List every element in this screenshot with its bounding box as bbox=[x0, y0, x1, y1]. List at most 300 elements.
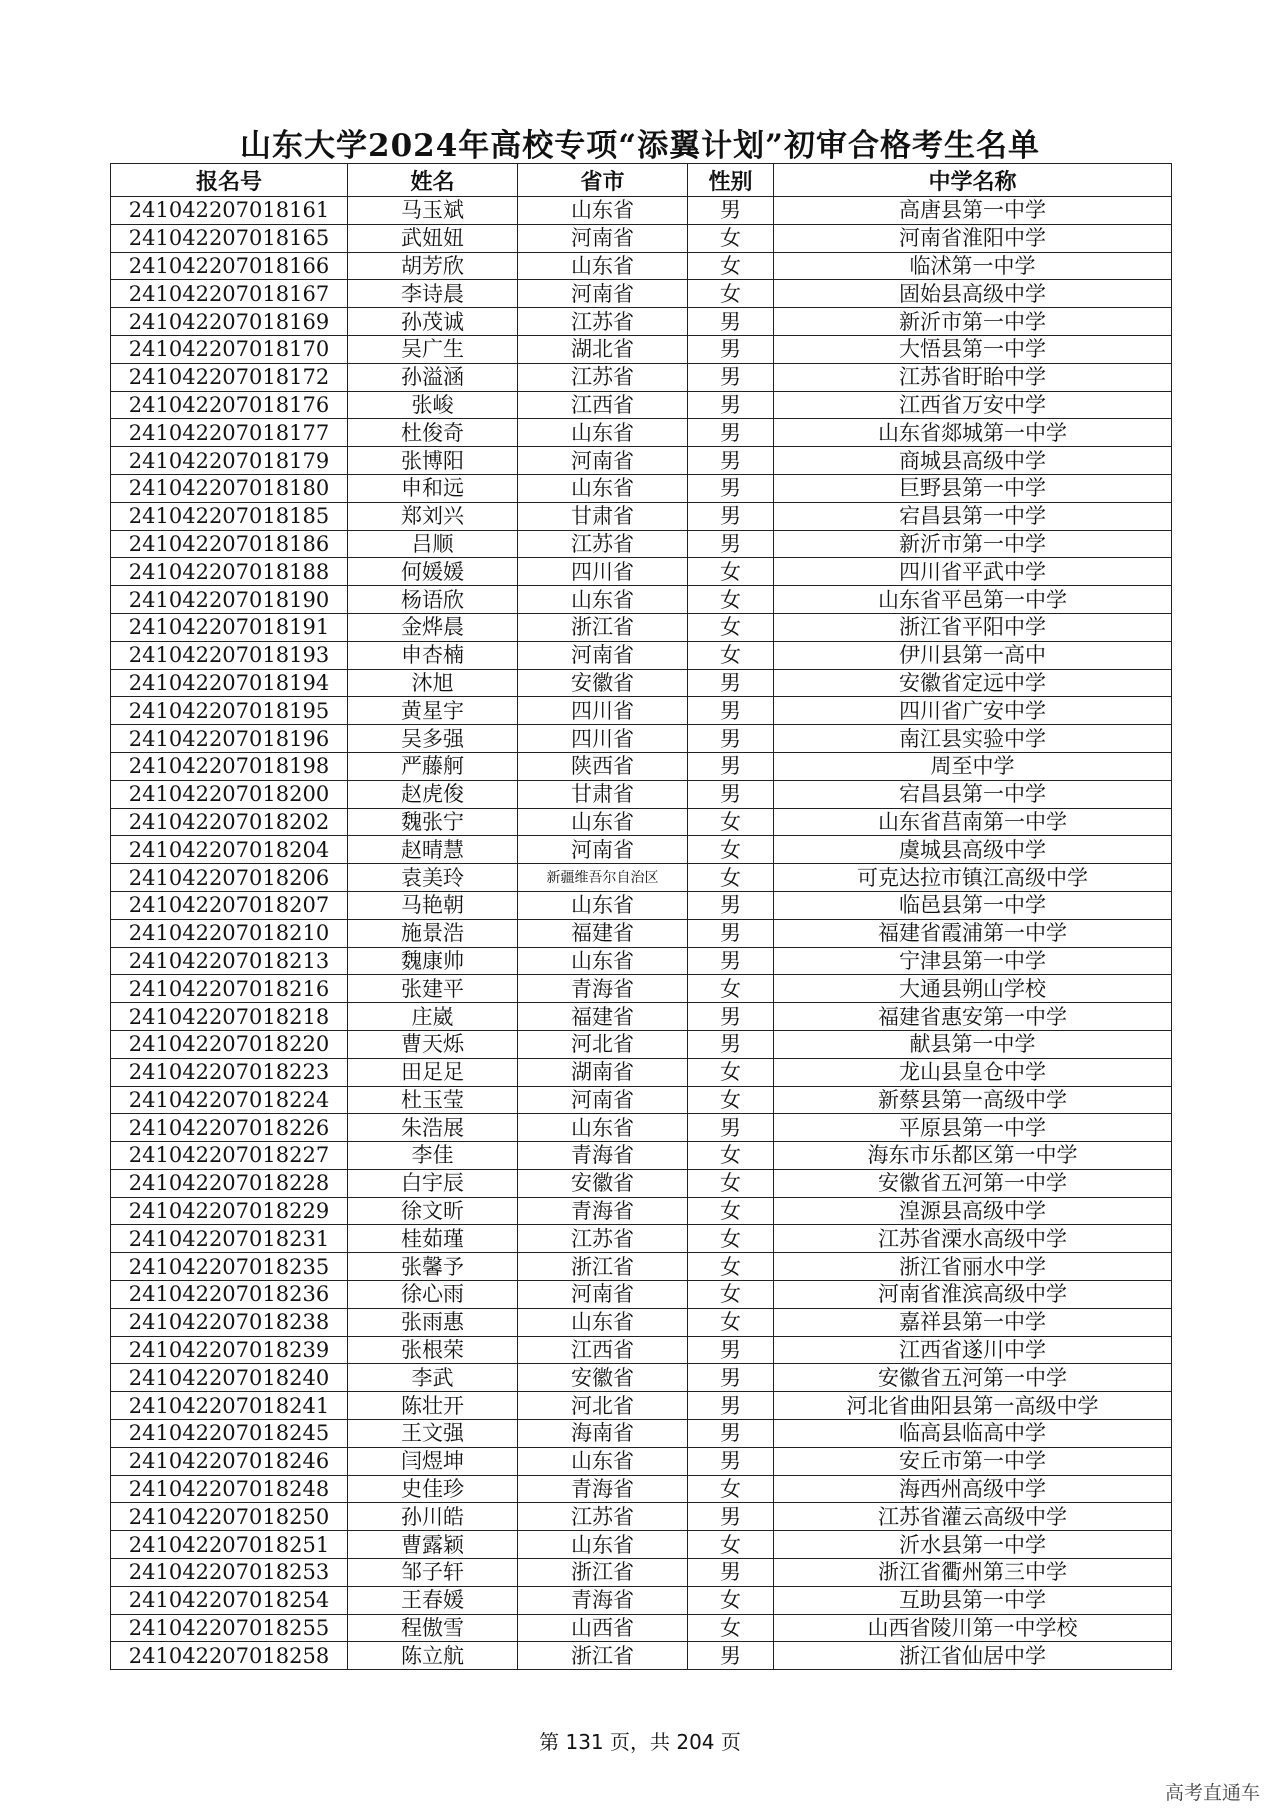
school-cell: 可克达拉市镇江高级中学 bbox=[774, 864, 1172, 892]
table-row bbox=[111, 891, 1172, 919]
registration-number-cell: 241042207018180 bbox=[111, 474, 348, 502]
gender-cell: 女 bbox=[688, 252, 774, 280]
name-cell: 马艳朝 bbox=[348, 891, 518, 919]
province-cell: 安徽省 bbox=[518, 1364, 688, 1392]
name-cell: 黄星宇 bbox=[348, 697, 518, 725]
province-cell: 江苏省 bbox=[518, 308, 688, 336]
province-cell: 四川省 bbox=[518, 558, 688, 586]
gender-cell: 女 bbox=[688, 586, 774, 614]
name-cell: 马玉斌 bbox=[348, 197, 518, 225]
registration-number-cell: 241042207018224 bbox=[111, 1086, 348, 1114]
school-cell: 山东省莒南第一中学 bbox=[774, 808, 1172, 836]
province-cell: 甘肃省 bbox=[518, 502, 688, 530]
gender-cell: 女 bbox=[688, 864, 774, 892]
school-cell: 江苏省灌云高级中学 bbox=[774, 1503, 1172, 1531]
name-cell: 沐旭 bbox=[348, 669, 518, 697]
province-cell: 浙江省 bbox=[518, 1642, 688, 1670]
table-row bbox=[111, 474, 1172, 502]
name-cell: 杜俊奇 bbox=[348, 419, 518, 447]
gender-cell: 男 bbox=[688, 391, 774, 419]
registration-number-cell: 241042207018176 bbox=[111, 391, 348, 419]
table-row bbox=[111, 752, 1172, 780]
school-cell: 福建省惠安第一中学 bbox=[774, 1003, 1172, 1031]
school-cell: 固始县高级中学 bbox=[774, 280, 1172, 308]
gender-cell: 女 bbox=[688, 1197, 774, 1225]
name-cell: 金烨晨 bbox=[348, 613, 518, 641]
table-row bbox=[111, 1531, 1172, 1559]
gender-cell: 女 bbox=[688, 280, 774, 308]
gender-cell: 男 bbox=[688, 891, 774, 919]
gender-cell: 男 bbox=[688, 1392, 774, 1420]
gender-cell: 男 bbox=[688, 1003, 774, 1031]
province-cell: 山东省 bbox=[518, 1114, 688, 1142]
table-row bbox=[111, 308, 1172, 336]
gender-cell: 女 bbox=[688, 808, 774, 836]
province-cell: 山西省 bbox=[518, 1614, 688, 1642]
name-cell: 张峻 bbox=[348, 391, 518, 419]
table-row bbox=[111, 725, 1172, 753]
school-cell: 浙江省平阳中学 bbox=[774, 613, 1172, 641]
registration-number-cell: 241042207018166 bbox=[111, 252, 348, 280]
province-cell: 山东省 bbox=[518, 197, 688, 225]
province-cell: 河北省 bbox=[518, 1030, 688, 1058]
school-cell: 安徽省五河第一中学 bbox=[774, 1169, 1172, 1197]
registration-number-cell: 241042207018210 bbox=[111, 919, 348, 947]
province-cell: 青海省 bbox=[518, 1475, 688, 1503]
school-cell: 江苏省盱眙中学 bbox=[774, 363, 1172, 391]
registration-number-cell: 241042207018251 bbox=[111, 1531, 348, 1559]
name-cell: 李诗晨 bbox=[348, 280, 518, 308]
table-row bbox=[111, 1003, 1172, 1031]
province-cell: 山东省 bbox=[518, 474, 688, 502]
school-cell: 江西省遂川中学 bbox=[774, 1336, 1172, 1364]
school-cell: 湟源县高级中学 bbox=[774, 1197, 1172, 1225]
province-cell: 湖南省 bbox=[518, 1058, 688, 1086]
name-cell: 史佳珍 bbox=[348, 1475, 518, 1503]
gender-cell: 女 bbox=[688, 1308, 774, 1336]
school-cell: 嘉祥县第一中学 bbox=[774, 1308, 1172, 1336]
name-cell: 严藤舸 bbox=[348, 752, 518, 780]
school-cell: 新沂市第一中学 bbox=[774, 530, 1172, 558]
registration-number-cell: 241042207018226 bbox=[111, 1114, 348, 1142]
school-cell: 江苏省溧水高级中学 bbox=[774, 1225, 1172, 1253]
table-row bbox=[111, 1281, 1172, 1309]
name-cell: 张馨予 bbox=[348, 1253, 518, 1281]
page-number-footer: 第 131 页，共 204 页 bbox=[539, 1730, 741, 1754]
school-cell: 浙江省衢州第三中学 bbox=[774, 1559, 1172, 1587]
table-row bbox=[111, 391, 1172, 419]
table-row bbox=[111, 1225, 1172, 1253]
gender-cell: 男 bbox=[688, 308, 774, 336]
name-cell: 赵晴慧 bbox=[348, 836, 518, 864]
registration-number-cell: 241042207018202 bbox=[111, 808, 348, 836]
table-row bbox=[111, 224, 1172, 252]
gender-cell: 男 bbox=[688, 530, 774, 558]
table-row bbox=[111, 780, 1172, 808]
table-body bbox=[111, 197, 1172, 1670]
gender-cell: 女 bbox=[688, 1586, 774, 1614]
name-cell: 田足足 bbox=[348, 1058, 518, 1086]
school-cell: 临高县临高中学 bbox=[774, 1420, 1172, 1448]
table-row bbox=[111, 1475, 1172, 1503]
gender-cell: 女 bbox=[688, 641, 774, 669]
province-cell: 山东省 bbox=[518, 586, 688, 614]
gender-cell: 女 bbox=[688, 1169, 774, 1197]
school-cell: 山东省郯城第一中学 bbox=[774, 419, 1172, 447]
table-row bbox=[111, 363, 1172, 391]
gender-cell: 男 bbox=[688, 335, 774, 363]
school-cell: 安徽省定远中学 bbox=[774, 669, 1172, 697]
gender-cell: 女 bbox=[688, 1225, 774, 1253]
province-cell: 湖北省 bbox=[518, 335, 688, 363]
registration-number-cell: 241042207018240 bbox=[111, 1364, 348, 1392]
table-row bbox=[111, 1392, 1172, 1420]
name-cell: 申杏楠 bbox=[348, 641, 518, 669]
school-cell: 商城县高级中学 bbox=[774, 447, 1172, 475]
header-row bbox=[111, 164, 1172, 197]
province-cell: 福建省 bbox=[518, 919, 688, 947]
table-row bbox=[111, 1364, 1172, 1392]
registration-number-cell: 241042207018167 bbox=[111, 280, 348, 308]
name-cell: 陈壮开 bbox=[348, 1392, 518, 1420]
registration-number-cell: 241042207018198 bbox=[111, 752, 348, 780]
table-row bbox=[111, 1586, 1172, 1614]
province-cell: 青海省 bbox=[518, 1586, 688, 1614]
name-cell: 张建平 bbox=[348, 975, 518, 1003]
province-cell: 浙江省 bbox=[518, 1253, 688, 1281]
province-cell: 江苏省 bbox=[518, 1503, 688, 1531]
column-header-name: 姓名 bbox=[348, 164, 518, 197]
school-cell: 四川省广安中学 bbox=[774, 697, 1172, 725]
registration-number-cell: 241042207018200 bbox=[111, 780, 348, 808]
gender-cell: 男 bbox=[688, 1030, 774, 1058]
registration-number-cell: 241042207018229 bbox=[111, 1197, 348, 1225]
gender-cell: 男 bbox=[688, 1642, 774, 1670]
registration-number-cell: 241042207018255 bbox=[111, 1614, 348, 1642]
school-cell: 沂水县第一中学 bbox=[774, 1531, 1172, 1559]
gender-cell: 男 bbox=[688, 697, 774, 725]
province-cell: 山东省 bbox=[518, 947, 688, 975]
province-cell: 青海省 bbox=[518, 1142, 688, 1170]
table-row bbox=[111, 1058, 1172, 1086]
gender-cell: 男 bbox=[688, 447, 774, 475]
table-row bbox=[111, 1420, 1172, 1448]
province-cell: 山东省 bbox=[518, 891, 688, 919]
name-cell: 张雨惠 bbox=[348, 1308, 518, 1336]
school-cell: 河北省曲阳县第一高级中学 bbox=[774, 1392, 1172, 1420]
gender-cell: 男 bbox=[688, 419, 774, 447]
gender-cell: 男 bbox=[688, 1420, 774, 1448]
registration-number-cell: 241042207018246 bbox=[111, 1447, 348, 1475]
registration-number-cell: 241042207018250 bbox=[111, 1503, 348, 1531]
table-row bbox=[111, 197, 1172, 225]
province-cell: 江苏省 bbox=[518, 530, 688, 558]
gender-cell: 女 bbox=[688, 1531, 774, 1559]
table-row bbox=[111, 975, 1172, 1003]
name-cell: 张根荣 bbox=[348, 1336, 518, 1364]
school-cell: 临邑县第一中学 bbox=[774, 891, 1172, 919]
registration-number-cell: 241042207018185 bbox=[111, 502, 348, 530]
gender-cell: 女 bbox=[688, 836, 774, 864]
province-cell: 山东省 bbox=[518, 808, 688, 836]
table-row bbox=[111, 947, 1172, 975]
watermark: 高考直通车 bbox=[1164, 1782, 1260, 1804]
registration-number-cell: 241042207018195 bbox=[111, 697, 348, 725]
name-cell: 吴广生 bbox=[348, 335, 518, 363]
name-cell: 魏张宁 bbox=[348, 808, 518, 836]
school-cell: 四川省平武中学 bbox=[774, 558, 1172, 586]
school-cell: 宕昌县第一中学 bbox=[774, 780, 1172, 808]
province-cell: 河南省 bbox=[518, 641, 688, 669]
name-cell: 魏康帅 bbox=[348, 947, 518, 975]
table-row bbox=[111, 808, 1172, 836]
gender-cell: 女 bbox=[688, 1253, 774, 1281]
registration-number-cell: 241042207018238 bbox=[111, 1308, 348, 1336]
registration-number-cell: 241042207018220 bbox=[111, 1030, 348, 1058]
province-cell: 青海省 bbox=[518, 1197, 688, 1225]
province-cell: 河北省 bbox=[518, 1392, 688, 1420]
name-cell: 王春媛 bbox=[348, 1586, 518, 1614]
registration-number-cell: 241042207018165 bbox=[111, 224, 348, 252]
school-cell: 巨野县第一中学 bbox=[774, 474, 1172, 502]
province-cell: 四川省 bbox=[518, 697, 688, 725]
school-cell: 大悟县第一中学 bbox=[774, 335, 1172, 363]
province-cell: 山东省 bbox=[518, 1308, 688, 1336]
name-cell: 何媛媛 bbox=[348, 558, 518, 586]
gender-cell: 女 bbox=[688, 1058, 774, 1086]
gender-cell: 男 bbox=[688, 197, 774, 225]
province-cell: 山东省 bbox=[518, 252, 688, 280]
school-cell: 安丘市第一中学 bbox=[774, 1447, 1172, 1475]
gender-cell: 男 bbox=[688, 1364, 774, 1392]
province-cell: 海南省 bbox=[518, 1420, 688, 1448]
school-cell: 南江县实验中学 bbox=[774, 725, 1172, 753]
school-cell: 山西省陵川第一中学校 bbox=[774, 1614, 1172, 1642]
gender-cell: 男 bbox=[688, 947, 774, 975]
registration-number-cell: 241042207018177 bbox=[111, 419, 348, 447]
gender-cell: 女 bbox=[688, 558, 774, 586]
table-row bbox=[111, 1169, 1172, 1197]
gender-cell: 男 bbox=[688, 780, 774, 808]
province-cell: 河南省 bbox=[518, 280, 688, 308]
name-cell: 施景浩 bbox=[348, 919, 518, 947]
registration-number-cell: 241042207018207 bbox=[111, 891, 348, 919]
table-row bbox=[111, 335, 1172, 363]
gender-cell: 女 bbox=[688, 1614, 774, 1642]
name-cell: 胡芳欣 bbox=[348, 252, 518, 280]
name-cell: 曹天烁 bbox=[348, 1030, 518, 1058]
school-cell: 周至中学 bbox=[774, 752, 1172, 780]
gender-cell: 女 bbox=[688, 1142, 774, 1170]
name-cell: 庄崴 bbox=[348, 1003, 518, 1031]
column-header-school: 中学名称 bbox=[774, 164, 1172, 197]
gender-cell: 女 bbox=[688, 1475, 774, 1503]
name-cell: 李佳 bbox=[348, 1142, 518, 1170]
table-row bbox=[111, 1114, 1172, 1142]
school-cell: 临沭第一中学 bbox=[774, 252, 1172, 280]
registration-number-cell: 241042207018248 bbox=[111, 1475, 348, 1503]
province-cell: 江苏省 bbox=[518, 363, 688, 391]
name-cell: 闫煜坤 bbox=[348, 1447, 518, 1475]
name-cell: 武妞妞 bbox=[348, 224, 518, 252]
table-row bbox=[111, 586, 1172, 614]
school-cell: 海西州高级中学 bbox=[774, 1475, 1172, 1503]
province-cell: 新疆维吾尔自治区 bbox=[518, 864, 688, 892]
province-cell: 山东省 bbox=[518, 1447, 688, 1475]
province-cell: 河南省 bbox=[518, 1086, 688, 1114]
gender-cell: 男 bbox=[688, 1503, 774, 1531]
province-cell: 江西省 bbox=[518, 391, 688, 419]
school-cell: 宁津县第一中学 bbox=[774, 947, 1172, 975]
name-cell: 郑刘兴 bbox=[348, 502, 518, 530]
name-cell: 赵虎俊 bbox=[348, 780, 518, 808]
school-cell: 献县第一中学 bbox=[774, 1030, 1172, 1058]
gender-cell: 男 bbox=[688, 1559, 774, 1587]
name-cell: 杜玉莹 bbox=[348, 1086, 518, 1114]
registration-number-cell: 241042207018254 bbox=[111, 1586, 348, 1614]
registration-number-cell: 241042207018235 bbox=[111, 1253, 348, 1281]
name-cell: 陈立航 bbox=[348, 1642, 518, 1670]
table-row bbox=[111, 641, 1172, 669]
name-cell: 孙茂诚 bbox=[348, 308, 518, 336]
table-row bbox=[111, 1030, 1172, 1058]
table-row bbox=[111, 558, 1172, 586]
table-row bbox=[111, 697, 1172, 725]
province-cell: 浙江省 bbox=[518, 613, 688, 641]
school-cell: 平原县第一中学 bbox=[774, 1114, 1172, 1142]
school-cell: 互助县第一中学 bbox=[774, 1586, 1172, 1614]
registration-number-cell: 241042207018161 bbox=[111, 197, 348, 225]
school-cell: 新沂市第一中学 bbox=[774, 308, 1172, 336]
table-row bbox=[111, 280, 1172, 308]
province-cell: 四川省 bbox=[518, 725, 688, 753]
column-header-registration-number: 报名号 bbox=[111, 164, 348, 197]
registration-number-cell: 241042207018213 bbox=[111, 947, 348, 975]
registration-number-cell: 241042207018194 bbox=[111, 669, 348, 697]
registration-number-cell: 241042207018228 bbox=[111, 1169, 348, 1197]
gender-cell: 男 bbox=[688, 474, 774, 502]
gender-cell: 女 bbox=[688, 224, 774, 252]
registration-number-cell: 241042207018204 bbox=[111, 836, 348, 864]
gender-cell: 男 bbox=[688, 502, 774, 530]
province-cell: 河南省 bbox=[518, 447, 688, 475]
table-row bbox=[111, 1197, 1172, 1225]
table-row bbox=[111, 1447, 1172, 1475]
school-cell: 大通县朔山学校 bbox=[774, 975, 1172, 1003]
name-cell: 申和远 bbox=[348, 474, 518, 502]
province-cell: 浙江省 bbox=[518, 1559, 688, 1587]
name-cell: 朱浩展 bbox=[348, 1114, 518, 1142]
province-cell: 福建省 bbox=[518, 1003, 688, 1031]
registration-number-cell: 241042207018231 bbox=[111, 1225, 348, 1253]
name-cell: 邹子轩 bbox=[348, 1559, 518, 1587]
name-cell: 曹露颖 bbox=[348, 1531, 518, 1559]
table-row bbox=[111, 1614, 1172, 1642]
registration-number-cell: 241042207018236 bbox=[111, 1281, 348, 1309]
registration-number-cell: 241042207018193 bbox=[111, 641, 348, 669]
registration-number-cell: 241042207018227 bbox=[111, 1142, 348, 1170]
school-cell: 虞城县高级中学 bbox=[774, 836, 1172, 864]
school-cell: 龙山县皇仓中学 bbox=[774, 1058, 1172, 1086]
column-header-gender: 性别 bbox=[688, 164, 774, 197]
school-cell: 河南省淮滨高级中学 bbox=[774, 1281, 1172, 1309]
table-row bbox=[111, 1142, 1172, 1170]
gender-cell: 女 bbox=[688, 1281, 774, 1309]
registration-number-cell: 241042207018191 bbox=[111, 613, 348, 641]
gender-cell: 男 bbox=[688, 363, 774, 391]
province-cell: 山东省 bbox=[518, 1531, 688, 1559]
table-row bbox=[111, 669, 1172, 697]
school-cell: 伊川县第一高中 bbox=[774, 641, 1172, 669]
school-cell: 海东市乐都区第一中学 bbox=[774, 1142, 1172, 1170]
name-cell: 王文强 bbox=[348, 1420, 518, 1448]
name-cell: 孙川皓 bbox=[348, 1503, 518, 1531]
name-cell: 程傲雪 bbox=[348, 1614, 518, 1642]
school-cell: 高唐县第一中学 bbox=[774, 197, 1172, 225]
province-cell: 河南省 bbox=[518, 224, 688, 252]
registration-number-cell: 241042207018170 bbox=[111, 335, 348, 363]
registration-number-cell: 241042207018169 bbox=[111, 308, 348, 336]
province-cell: 江苏省 bbox=[518, 1225, 688, 1253]
table-row bbox=[111, 864, 1172, 892]
gender-cell: 男 bbox=[688, 725, 774, 753]
name-cell: 吕顺 bbox=[348, 530, 518, 558]
school-cell: 江西省万安中学 bbox=[774, 391, 1172, 419]
table-row bbox=[111, 1559, 1172, 1587]
school-cell: 福建省霞浦第一中学 bbox=[774, 919, 1172, 947]
school-cell: 浙江省丽水中学 bbox=[774, 1253, 1172, 1281]
province-cell: 河南省 bbox=[518, 1281, 688, 1309]
registration-number-cell: 241042207018223 bbox=[111, 1058, 348, 1086]
registration-number-cell: 241042207018179 bbox=[111, 447, 348, 475]
column-header-province: 省市 bbox=[518, 164, 688, 197]
name-cell: 孙溢涵 bbox=[348, 363, 518, 391]
name-cell: 桂茹瑾 bbox=[348, 1225, 518, 1253]
school-cell: 山东省平邑第一中学 bbox=[774, 586, 1172, 614]
province-cell: 河南省 bbox=[518, 836, 688, 864]
table-row bbox=[111, 252, 1172, 280]
school-cell: 河南省淮阳中学 bbox=[774, 224, 1172, 252]
school-cell: 浙江省仙居中学 bbox=[774, 1642, 1172, 1670]
gender-cell: 男 bbox=[688, 1336, 774, 1364]
table-row bbox=[111, 447, 1172, 475]
registration-number-cell: 241042207018253 bbox=[111, 1559, 348, 1587]
province-cell: 安徽省 bbox=[518, 1169, 688, 1197]
registration-number-cell: 241042207018186 bbox=[111, 530, 348, 558]
table-row bbox=[111, 530, 1172, 558]
registration-number-cell: 241042207018258 bbox=[111, 1642, 348, 1670]
gender-cell: 女 bbox=[688, 975, 774, 1003]
registration-number-cell: 241042207018206 bbox=[111, 864, 348, 892]
table-row bbox=[111, 836, 1172, 864]
name-cell: 徐文昕 bbox=[348, 1197, 518, 1225]
registration-number-cell: 241042207018239 bbox=[111, 1336, 348, 1364]
registration-number-cell: 241042207018190 bbox=[111, 586, 348, 614]
candidate-table bbox=[110, 163, 1172, 1670]
province-cell: 山东省 bbox=[518, 419, 688, 447]
registration-number-cell: 241042207018196 bbox=[111, 725, 348, 753]
page-title: 山东大学2024年高校专项“添翼计划”初审合格考生名单 bbox=[240, 128, 1040, 164]
school-cell: 新蔡县第一高级中学 bbox=[774, 1086, 1172, 1114]
registration-number-cell: 241042207018218 bbox=[111, 1003, 348, 1031]
name-cell: 徐心雨 bbox=[348, 1281, 518, 1309]
registration-number-cell: 241042207018241 bbox=[111, 1392, 348, 1420]
table-row bbox=[111, 1086, 1172, 1114]
gender-cell: 女 bbox=[688, 613, 774, 641]
table-row bbox=[111, 419, 1172, 447]
gender-cell: 男 bbox=[688, 752, 774, 780]
name-cell: 袁美玲 bbox=[348, 864, 518, 892]
